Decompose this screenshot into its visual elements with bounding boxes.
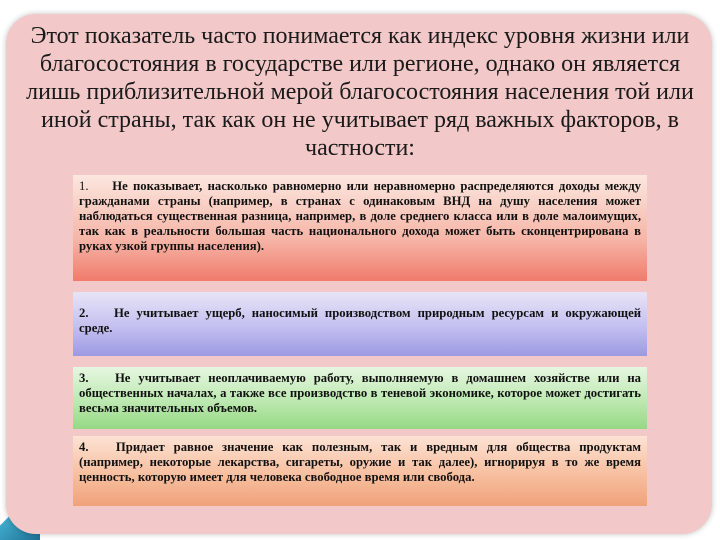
factor-text: распределяются доходы между гражданами страны (например, в странах с одинаковым ВНД на душу населения может наблюдаться существенная разница, например, в доле среднего класса или в доле малоимущих, так как в реальности большая часть национального дохода может быть сконцентрирована в руках узкой группы населения). [79, 179, 642, 253]
factor-lead: Не учитывает ущерб, наносимый производством природным [114, 306, 485, 320]
factor-number: 4. [79, 440, 89, 454]
factor-lead: Не показывает, насколько равномерно или неравномерно [112, 179, 456, 193]
factor-text: ресурсам и окружающей среде. [79, 306, 642, 335]
factor-number: 2. [79, 306, 89, 320]
factor-box-1 [73, 175, 647, 281]
factor-text: продуктам (например, некоторые лекарства, сигареты, оружие и так далее), игнорируя в то же время ценность, которую имеет для человека свободное время или свобода. [79, 440, 642, 484]
factor-box-2 [73, 292, 647, 356]
factor-number: 3. [79, 371, 89, 385]
factor-box-4 [73, 436, 647, 506]
factor-lead: Придает равное значение как полезным, так и вредным для общества [115, 440, 571, 454]
factor-lead: Не учитывает неоплачиваемую работу, выполняемую в домашнем [114, 371, 527, 385]
intro-text: Этот показатель часто понимается как индекс уровня жизни или благосостояния в государстве или регионе, однако он является лишь приблизительной мерой благосостояния населения той или иной страны, так как он не учитывает ряд важных факторов, в частности: [26, 23, 694, 161]
factor-box-3 [73, 367, 647, 429]
factor-number: 1. [79, 179, 89, 193]
factor-text: хозяйстве или на общественных началах, а также все производство в теневой экономике, которое может достигать весьма значительных объемов. [79, 371, 642, 415]
